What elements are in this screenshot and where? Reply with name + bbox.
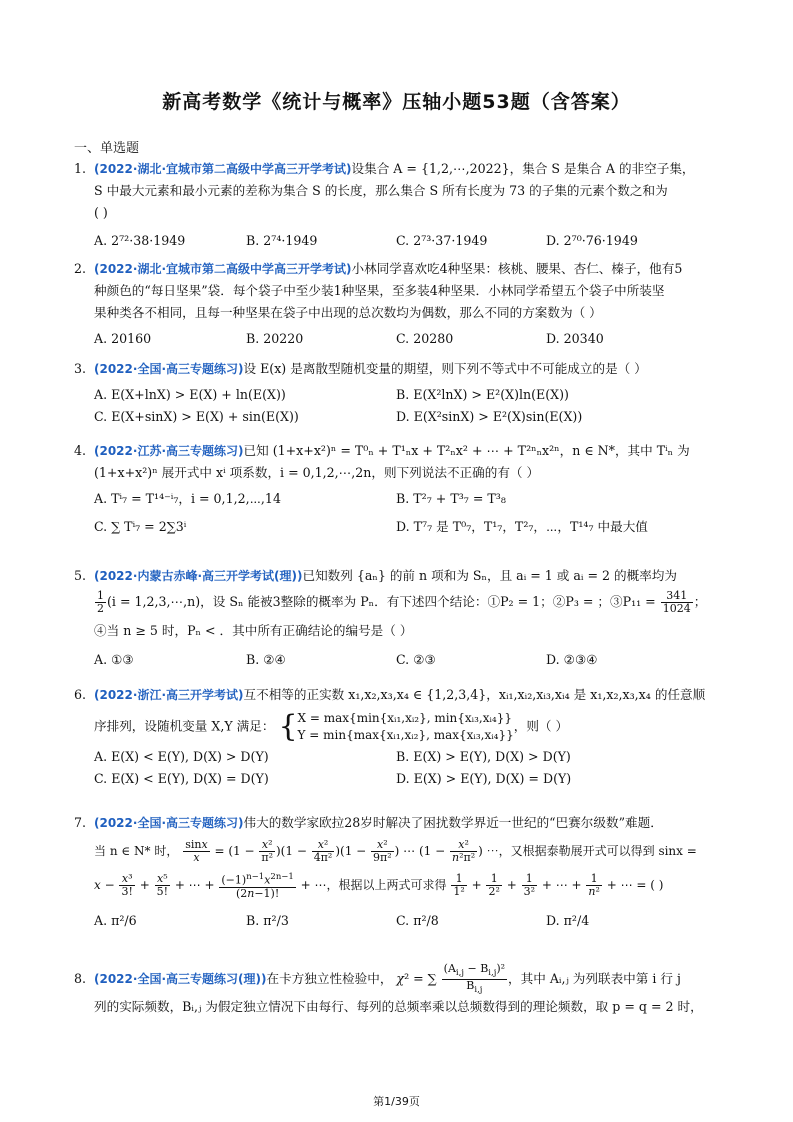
question-number: 4.: [74, 443, 87, 458]
options: [74, 384, 734, 406]
question-3: [74, 358, 734, 428]
fraction: $\frac{\text{x⁵}}{5!}$: [156, 872, 168, 898]
option-d[interactable]: D. π²/4: [546, 913, 590, 928]
question-number: 6.: [74, 687, 87, 702]
fraction: $\frac{1}{\text{n²}}$: [588, 872, 600, 898]
options: [74, 328, 734, 350]
option-a[interactable]: A. 20160: [94, 331, 152, 346]
question-text: 互不相等的正实数 x₁,x₂,x₃,x₄ ∈ {1,2,3,4}，xᵢ₁,xᵢ₂,xᵢ₃,xᵢ₄ 是 x₁,x₂,x₃,x₄ 的任意顺: [243, 687, 706, 702]
question-text: ，其中 Aᵢ,ⱼ 为列联表中第 i 行 j: [508, 971, 681, 986]
option-a[interactable]: A. ①③: [94, 652, 134, 667]
question-text: 种颜色的“每日坚果”袋．每个袋子中至少装1种坚果，至多装4种坚果．小林同学希望五个袋子中所装坚: [94, 283, 665, 298]
option-c[interactable]: C. 2⁷³·37·1949: [396, 233, 488, 248]
options: [74, 488, 734, 510]
question-text: 设集合 A = {1,2,⋯,2022}，集合 S 是集合 A 的非空子集，: [351, 161, 695, 176]
question-text: (i = 1,2,3,⋯,n)，设 Sₙ 能被3整除的概率为 Pₙ．有下述四个结论：①P₂ = 1；②P₃ = ；③P₁₁ =: [107, 594, 656, 609]
question-text: S 中最大元素和最小元素的差称为集合 S 的长度，那么集合 S 所有长度为 73 的子集的元素个数之和为: [94, 183, 668, 198]
question-text: 已知 (1+x+x²)ⁿ = T⁰ₙ + T¹ₙx + T²ₙx² + ⋯ + T²ⁿₙx²ⁿ，n ∈ N*，其中 Tⁱₙ 为: [243, 443, 690, 458]
option-a[interactable]: A. E(X+lnX) > E(X) + ln(E(X)): [94, 387, 286, 402]
option-d[interactable]: D. ②③④: [546, 652, 598, 667]
fraction: $\frac{(A_{i,j} - B_{i,j})^2}{B_{i,j}}$: [443, 961, 506, 996]
option-b[interactable]: B. ②④: [246, 652, 286, 667]
option-a[interactable]: A. Tⁱ₇ = T¹⁴⁻ⁱ₇，i = 0,1,2,⋯,14: [94, 491, 281, 506]
option-a[interactable]: A. π²/6: [94, 913, 137, 928]
question-4: [74, 440, 734, 544]
question-text: 已知数列 {aₙ} 的前 n 项和为 Sₙ，且 aᵢ = 1 或 aᵢ = 2 的概率均为: [302, 568, 677, 583]
fraction: $\frac{\text{x²}}{\text{9π²}}$: [373, 838, 392, 864]
option-c[interactable]: C. ②③: [396, 652, 436, 667]
question-text: 列的实际频数，Bᵢ,ⱼ 为假定独立情况下由每行、每列的总频率乘以总频数得到的理论频数，取 p = q = 2 时，: [94, 999, 703, 1015]
question-text: 小林同学喜欢吃4种坚果：核桃、腰果、杏仁、榛子，他有5: [351, 261, 683, 276]
options: [74, 406, 734, 428]
option-a[interactable]: A. 2⁷²·38·1949: [94, 233, 186, 248]
brace: {: [278, 709, 298, 744]
question-6: [74, 684, 734, 790]
option-b[interactable]: B. π²/3: [246, 913, 289, 928]
question-number: 5.: [74, 568, 87, 583]
question-text: 当 n ∈ N* 时，: [94, 844, 179, 858]
option-c[interactable]: C. ∑ Tⁱ₇ = 2∑3ⁱ: [94, 519, 187, 534]
formula-x: X = max{min{xᵢ₁,xᵢ₂}, min{xᵢ₃,xᵢ₄}}: [297, 711, 512, 725]
question-number: 1.: [74, 161, 87, 176]
option-d[interactable]: D. E(X²sinX) > E²(X)sin(E(X)): [396, 409, 583, 424]
question-source: (2022·全国·高三专题练习(理)): [94, 972, 267, 986]
question-text: ，根据以上两式可求得: [326, 878, 447, 892]
question-text: 伟大的数学家欧拉28岁时解决了困扰数学界近一世纪的“巴赛尔级数”难题．: [243, 815, 663, 830]
question-text: ，又根据泰勒展开式可以得到 sinx =: [498, 844, 697, 858]
question-source: (2022·浙江·高三开学考试): [94, 688, 244, 702]
option-b[interactable]: B. E(X) > E(Y), D(X) > D(Y): [396, 749, 571, 764]
question-source: (2022·湖北·宜城市第二高级中学高三开学考试): [94, 262, 352, 276]
option-d[interactable]: D. E(X) > E(Y), D(X) = D(Y): [396, 771, 572, 786]
question-text: ，则（ ）: [513, 718, 569, 734]
question-text: 设 E(x) 是离散型随机变量的期望，则下列不等式中不可能成立的是（ ）: [243, 361, 647, 376]
question-text: (1+x+x²)ⁿ 展开式中 xⁱ 项系数，i = 0,1,2,⋯,2n，则下列说法不正确的有（ ）: [94, 465, 540, 480]
question-text: 果种类各不相同，且每一种坚果在袋子中出现的总次数均为偶数，那么不同的方案数为（ ）: [94, 305, 602, 320]
option-a[interactable]: A. E(X) < E(Y), D(X) > D(Y): [94, 749, 269, 764]
question-number: 2.: [74, 261, 87, 276]
option-d[interactable]: D. 2⁷⁰·76·1949: [546, 233, 638, 248]
question-source: (2022·江苏·高三专题练习): [94, 444, 244, 458]
question-text: ④当 n ≥ 5 时，Pₙ < ．其中所有正确结论的编号是（ ）: [94, 623, 413, 638]
question-source: (2022·湖北·宜城市第二高级中学高三开学考试): [94, 162, 352, 176]
question-2: [74, 258, 734, 350]
question-number: 3.: [74, 361, 87, 376]
fraction: $\frac{\sin x}{x}$: [185, 838, 208, 864]
option-c[interactable]: C. 20280: [396, 331, 454, 346]
fraction: $\frac{1}{\text{3²}}$: [523, 872, 536, 898]
option-b[interactable]: B. 20220: [246, 331, 304, 346]
question-8: 8. (2022·全国·高三专题练习(理))在卡方独立性检验中， χ² = ∑ $\frac{(A_{i,j} - B_{i,j})^2}{B_{i,j}}$ ，其中 Aᵢ,ⱼ 为列联表中第 i 行 j 列的实际频数，Bᵢ,ⱼ 为假定独立情况下由每行、每列的总频率乘以总频数得到的理论频数，取 p = q = 2 时，: [74, 962, 734, 1018]
option-b[interactable]: B. E(X²lnX) > E²(X)ln(E(X)): [396, 387, 569, 402]
section-heading: 一、单选题: [74, 141, 140, 156]
fraction: $\frac{1}{\text{2²}}$: [488, 872, 500, 898]
options: [74, 768, 734, 790]
question-text: ( ): [94, 205, 108, 220]
options: [74, 746, 734, 768]
option-c[interactable]: C. E(X) < E(Y), D(X) = D(Y): [94, 771, 269, 786]
question-text: 序排列，设随机变量 X,Y 满足：: [94, 718, 275, 734]
option-c[interactable]: C. E(X+sinX) > E(X) + sin(E(X)): [94, 409, 299, 424]
question-number: 7.: [74, 815, 87, 830]
fraction: $\frac{1}{2}$: [97, 589, 104, 615]
fraction: $\frac{341}{1024}$: [662, 589, 691, 615]
option-b[interactable]: B. 2⁷⁴·1949: [246, 233, 318, 248]
options: [74, 510, 734, 544]
options: [74, 230, 734, 252]
option-d[interactable]: D. 20340: [546, 331, 604, 346]
question-1: [74, 158, 734, 252]
page-title: 新高考数学《统计与概率》压轴小题53题（含答案）: [162, 91, 631, 113]
question-source: (2022·内蒙古赤峰·高三开学考试(理)): [94, 569, 303, 583]
question-7: 7. (2022·全国·高三专题练习)伟大的数学家欧拉28岁时解决了困扰数学界近一世纪的“巴赛尔级数”难题． 当 n ∈ N* 时， $\frac{\sin x}{x}$ = (1 − $\frac{\text{x²}}{\text{π²}}$ )(1 − $\frac{\text{x²}}{\text{4π²}}$ )(1 − $\frac{\text{x²}}{\text{9π²}}$ ) ⋯ (1 − $\frac{\text{x²}}{\text{n²π²}}$ ) ⋯，又根据泰勒展开式可以得到 sinx = x − $\frac{\text{x³}}{3!}$ + $\frac{\text{x⁵}}{5!}$ + ⋯ + $\frac{(-1)^{n-1}x^{2n-1}}{(2n-1)!}$ + ⋯，根据以上两式可求得 $\frac{1}{\text{1²}}$ + $\frac{1}{\text{2²}}$ + $\frac{1}{\text{3²}}$ + ⋯ + $\frac{1}{\text{n²}}$ + ⋯ = ( ) A. π²/6 B. π²/3 C. π²/8 D. π²/4: [74, 812, 734, 934]
question-number: 8.: [74, 971, 87, 986]
question-source: (2022·全国·高三专题练习): [94, 816, 244, 830]
options: [74, 649, 734, 671]
question-5: 5. (2022·内蒙古赤峰·高三开学考试(理))已知数列 {aₙ} 的前 n 项和为 Sₙ，且 aᵢ = 1 或 aᵢ = 2 的概率均为 $\frac{1}{2}$ (i = 1,2,3,⋯,n)，设 Sₙ 能被3整除的概率为 Pₙ．有下述四个结论：①P₂ = 1；②P₃ = ；③P₁₁ = $\frac{341}{1024}$ ； ④当 n ≥ 5 时，Pₙ < ．其中所有正确结论的编号是（ ） A. ①③ B. ②④ C. ②③ D. ②③④: [74, 565, 734, 671]
fraction: $\frac{\text{x³}}{3!}$: [121, 872, 133, 898]
question-text: = ( ): [636, 878, 664, 892]
fraction: $\frac{\text{x²}}{\text{n²π²}}$: [451, 838, 476, 864]
options: [74, 904, 734, 934]
fraction: $\frac{\text{x²}}{\text{4π²}}$: [313, 838, 333, 864]
fraction: $\frac{1}{\text{1²}}$: [453, 872, 465, 898]
option-d[interactable]: D. T⁷₇ 是 T⁰₇，T¹₇，T²₇，⋯，T¹⁴₇ 中最大值: [396, 519, 648, 534]
question-source: (2022·全国·高三专题练习): [94, 362, 244, 376]
option-c[interactable]: C. π²/8: [396, 913, 439, 928]
fraction: $\frac{\text{x²}}{\text{π²}}$: [261, 838, 273, 864]
option-b[interactable]: B. T²₇ + T³₇ = T³₈: [396, 491, 506, 506]
question-text: 在卡方独立性检验中，: [266, 971, 393, 986]
fraction: $\frac{(-1)^{n-1}x^{2n-1}}{(2n-1)!}$: [221, 872, 294, 900]
formula-y: Y = min{max{xᵢ₁,xᵢ₂}, max{xᵢ₃,xᵢ₄}}: [297, 728, 514, 742]
page-footer: 第1/39页: [373, 1095, 420, 1108]
